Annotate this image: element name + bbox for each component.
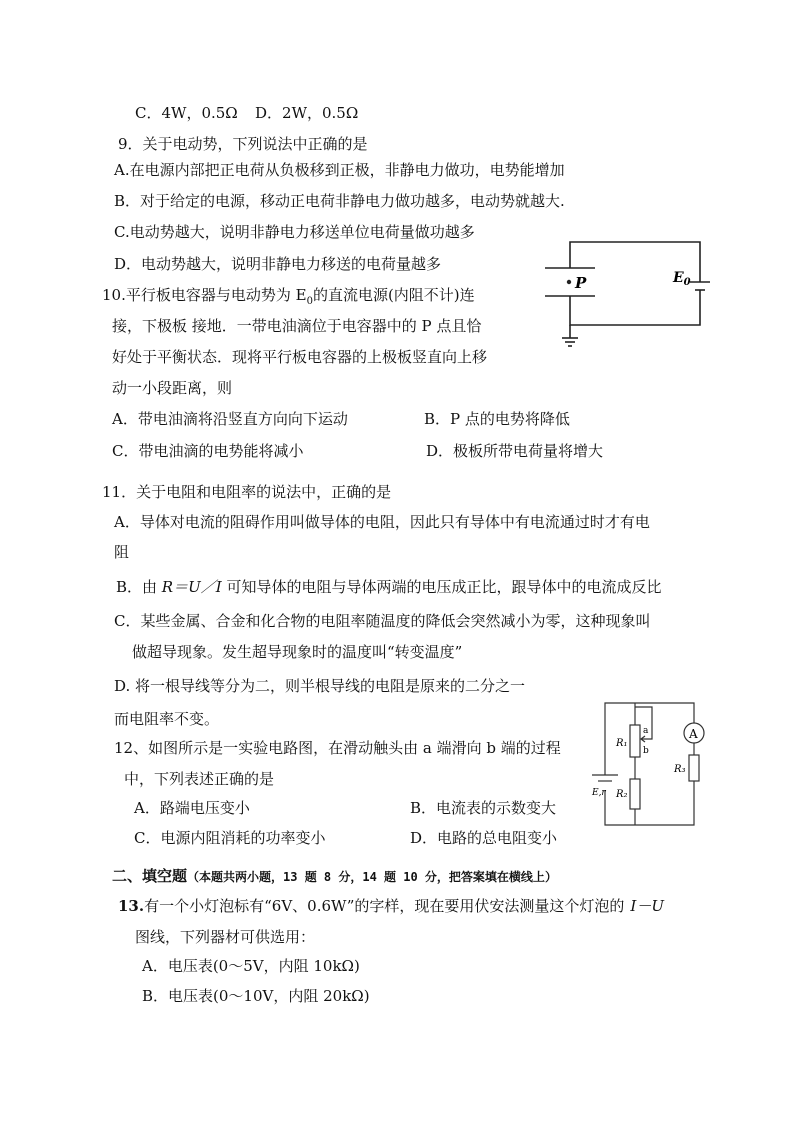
q11-option-c-line2: 做超导现象。发生超导现象时的温度叫“转变温度” <box>132 643 463 661</box>
q10-point-p-dot <box>567 280 571 284</box>
q12-option-c: C．电源内阻消耗的功率变小 <box>134 829 326 847</box>
q10-source-label: $E_0$ <box>673 270 691 288</box>
q8-option-d: D．2W，0.5Ω <box>255 104 359 122</box>
q12-experiment-circuit <box>570 695 720 845</box>
q9-stem: 9．关于电动势，下列说法中正确的是 <box>118 135 368 153</box>
q12-r2-label: R₂ <box>616 789 628 800</box>
q8-option-c: C．4W，0.5Ω <box>135 104 238 122</box>
q10-option-d: D．极板所带电荷量将增大 <box>426 442 604 460</box>
q9-option-a: A.在电源内部把正电荷从负极移到正极，非静电力做功，电势能增加 <box>114 161 565 179</box>
q13-option-a: A．电压表(0～5V，内阻 10kΩ) <box>142 957 360 975</box>
q12-r3-label: R₃ <box>674 764 686 775</box>
q10-point-p-label: P <box>575 274 587 292</box>
q10-option-b: B．P 点的电势将降低 <box>424 410 570 428</box>
q13-stem-line1: 13.有一个小灯泡标有“6V、0.6W”的字样，现在要用伏安法测量这个灯泡的 I－U <box>118 897 664 915</box>
q12-option-d: D．电路的总电阻变小 <box>410 829 558 847</box>
q9-option-b: B．对于给定的电源，移动正电荷非静电力做功越多，电动势就越大. <box>114 192 565 210</box>
q10-stem-line4: 动一小段距离，则 <box>112 379 233 397</box>
q11-stem: 11．关于电阻和电阻率的说法中，正确的是 <box>102 483 392 501</box>
q13-option-b: B．电压表(0～10V，内阻 20kΩ) <box>142 987 370 1005</box>
q13-stem-line2: 图线，下列器材可供选用： <box>135 928 316 946</box>
q10-option-a: A．带电油滴将沿竖直方向向下运动 <box>112 410 348 428</box>
q9-option-d: D．电动势越大，说明非静电力移送的电荷量越多 <box>114 255 442 273</box>
q12-ammeter-label: A <box>689 727 698 741</box>
section2-heading: 二、填空题（本题共两小题，13 题 8 分，14 题 10 分，把答案填在横线上） <box>112 867 557 885</box>
q12-source-label: E,r <box>592 788 606 798</box>
q12-option-b: B．电流表的示数变大 <box>410 799 557 817</box>
q12-option-a: A．路端电压变小 <box>134 799 250 817</box>
q11-option-d-line2: 而电阻率不变。 <box>114 710 220 728</box>
q12-stem-line1: 12、如图所示是一实验电路图，在滑动触头由 a 端滑向 b 端的过程 <box>114 739 561 757</box>
q10-stem-line3: 好处于平衡状态．现将平行板电容器的上极板竖直向上移 <box>112 348 488 366</box>
q11-option-a-line1: A．导体对电流的阻碍作用叫做导体的电阻，因此只有导体中有电流通过时才有电 <box>114 513 650 531</box>
q10-capacitor-circuit <box>535 230 725 355</box>
q11-option-c-line1: C．某些金属、合金和化合物的电阻率随温度的降低会突然减小为零，这种现象叫 <box>114 612 651 630</box>
q10-stem-line2: 接，下极板 接地．一带电油滴位于电容器中的 P 点且恰 <box>112 317 482 335</box>
q12-slider-b-label: b <box>643 746 649 756</box>
q11-option-a-line2: 阻 <box>114 543 130 561</box>
q11-option-b: B．由 R＝U／I 可知导体的电阻与导体两端的电压成正比，跟导体中的电流成反比 <box>116 578 662 596</box>
q11-option-d-line1: D. 将一根导线等分为二，则半根导线的电阻是原来的二分之一 <box>114 677 526 695</box>
q9-option-c: C.电动势越大，说明非静电力移送单位电荷量做功越多 <box>114 223 475 241</box>
q10-stem-line1: 10.平行板电容器与电动势为 $E_0$的直流电源(内阻不计)连 <box>102 286 475 307</box>
q12-stem-line2: 中，下列表述正确的是 <box>124 770 275 788</box>
q10-option-c: C．带电油滴的电势能将减小 <box>112 442 304 460</box>
q12-r1-label: R₁ <box>616 738 628 749</box>
q12-slider-a-label: a <box>643 726 649 736</box>
